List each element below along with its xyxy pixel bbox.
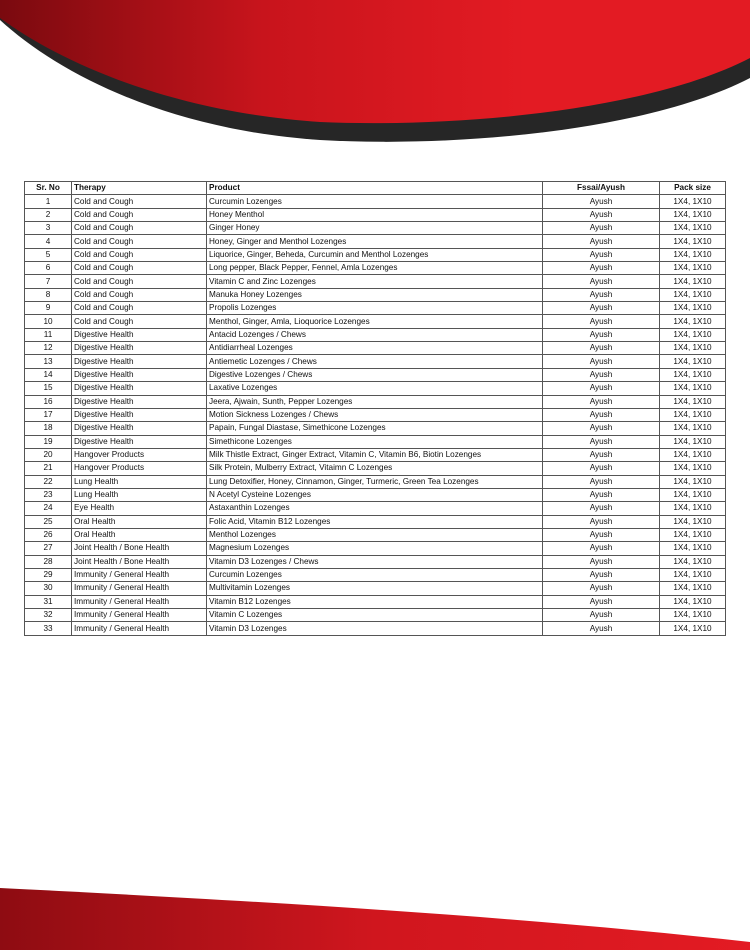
cell-therapy: Lung Health [72,488,207,501]
cell-pack-size: 1X4, 1X10 [660,528,726,541]
cell-therapy: Digestive Health [72,355,207,368]
cell-pack-size: 1X4, 1X10 [660,382,726,395]
cell-pack-size: 1X4, 1X10 [660,288,726,301]
cell-therapy: Cold and Cough [72,195,207,208]
cell-sr-no: 14 [25,368,72,381]
table-row [25,515,726,528]
cell-product: Papain, Fungal Diastase, Simethicone Lozenges [207,422,543,435]
cell-product: Vitamin C and Zinc Lozenges [207,275,543,288]
cell-product: N Acetyl Cysteine Lozenges [207,488,543,501]
cell-product: Milk Thistle Extract, Ginger Extract, Vitamin C, Vitamin B6, Biotin Lozenges [207,448,543,461]
cell-sr-no: 23 [25,488,72,501]
cell-sr-no: 12 [25,342,72,355]
cell-pack-size: 1X4, 1X10 [660,315,726,328]
cell-product: Antiemetic Lozenges / Chews [207,355,543,368]
cell-product: Ginger Honey [207,222,543,235]
cell-fssai-ayush: Ayush [543,448,660,461]
cell-therapy: Digestive Health [72,328,207,341]
header-product: Product [207,182,543,195]
cell-sr-no: 3 [25,222,72,235]
cell-fssai-ayush: Ayush [543,488,660,501]
cell-product: Honey, Ginger and Menthol Lozenges [207,235,543,248]
cell-product: Laxative Lozenges [207,382,543,395]
cell-product: Astaxanthin Lozenges [207,502,543,515]
cell-therapy: Immunity / General Health [72,609,207,622]
table-row [25,609,726,622]
cell-therapy: Eye Health [72,502,207,515]
cell-therapy: Immunity / General Health [72,595,207,608]
table-row [25,568,726,581]
cell-therapy: Cold and Cough [72,248,207,261]
cell-product: Liquorice, Ginger, Beheda, Curcumin and Menthol Lozenges [207,248,543,261]
cell-pack-size: 1X4, 1X10 [660,622,726,635]
table-row [25,368,726,381]
cell-product: Curcumin Lozenges [207,568,543,581]
cell-product: Menthol Lozenges [207,528,543,541]
cell-fssai-ayush: Ayush [543,462,660,475]
cell-pack-size: 1X4, 1X10 [660,208,726,221]
table-row [25,542,726,555]
cell-product: Folic Acid, Vitamin B12 Lozenges [207,515,543,528]
cell-product: Simethicone Lozenges [207,435,543,448]
table-row [25,262,726,275]
table-row [25,208,726,221]
table-row [25,502,726,515]
cell-sr-no: 16 [25,395,72,408]
cell-pack-size: 1X4, 1X10 [660,609,726,622]
cell-fssai-ayush: Ayush [543,342,660,355]
cell-fssai-ayush: Ayush [543,382,660,395]
table-row [25,622,726,635]
cell-sr-no: 30 [25,582,72,595]
cell-product: Propolis Lozenges [207,302,543,315]
cell-sr-no: 5 [25,248,72,261]
cell-pack-size: 1X4, 1X10 [660,248,726,261]
cell-sr-no: 13 [25,355,72,368]
cell-sr-no: 32 [25,609,72,622]
table-row [25,595,726,608]
cell-therapy: Cold and Cough [72,275,207,288]
table-row [25,235,726,248]
cell-pack-size: 1X4, 1X10 [660,475,726,488]
cell-sr-no: 8 [25,288,72,301]
cell-pack-size: 1X4, 1X10 [660,595,726,608]
cell-sr-no: 29 [25,568,72,581]
table-row [25,448,726,461]
table-row [25,395,726,408]
cell-product: Curcumin Lozenges [207,195,543,208]
cell-product: Menthol, Ginger, Amla, Lioquorice Lozenges [207,315,543,328]
cell-sr-no: 9 [25,302,72,315]
cell-product: Manuka Honey Lozenges [207,288,543,301]
cell-fssai-ayush: Ayush [543,555,660,568]
table-row [25,288,726,301]
cell-product: Jeera, Ajwain, Sunth, Pepper Lozenges [207,395,543,408]
cell-pack-size: 1X4, 1X10 [660,502,726,515]
cell-product: Vitamin D3 Lozenges [207,622,543,635]
product-table [24,181,726,636]
cell-fssai-ayush: Ayush [543,435,660,448]
cell-therapy: Cold and Cough [72,262,207,275]
cell-therapy: Digestive Health [72,342,207,355]
table-row [25,275,726,288]
cell-product: Motion Sickness Lozenges / Chews [207,408,543,421]
cell-pack-size: 1X4, 1X10 [660,568,726,581]
cell-sr-no: 21 [25,462,72,475]
header-therapy: Therapy [72,182,207,195]
cell-therapy: Cold and Cough [72,288,207,301]
header-swoosh-graphic [0,0,750,150]
cell-sr-no: 19 [25,435,72,448]
cell-fssai-ayush: Ayush [543,528,660,541]
cell-therapy: Cold and Cough [72,222,207,235]
cell-therapy: Digestive Health [72,382,207,395]
table-row [25,555,726,568]
footer-swoosh-graphic [0,880,750,950]
cell-fssai-ayush: Ayush [543,368,660,381]
cell-fssai-ayush: Ayush [543,609,660,622]
cell-product: Long pepper, Black Pepper, Fennel, Amla Lozenges [207,262,543,275]
cell-pack-size: 1X4, 1X10 [660,422,726,435]
cell-pack-size: 1X4, 1X10 [660,582,726,595]
table-row [25,315,726,328]
cell-pack-size: 1X4, 1X10 [660,222,726,235]
table-row [25,342,726,355]
cell-sr-no: 28 [25,555,72,568]
cell-fssai-ayush: Ayush [543,315,660,328]
cell-therapy: Digestive Health [72,422,207,435]
cell-therapy: Digestive Health [72,408,207,421]
cell-therapy: Digestive Health [72,435,207,448]
cell-fssai-ayush: Ayush [543,262,660,275]
cell-pack-size: 1X4, 1X10 [660,542,726,555]
cell-pack-size: 1X4, 1X10 [660,462,726,475]
cell-product: Antidiarrheal Lozenges [207,342,543,355]
cell-product: Vitamin D3 Lozenges / Chews [207,555,543,568]
cell-pack-size: 1X4, 1X10 [660,515,726,528]
cell-pack-size: 1X4, 1X10 [660,488,726,501]
cell-therapy: Joint Health / Bone Health [72,555,207,568]
cell-sr-no: 18 [25,422,72,435]
cell-sr-no: 26 [25,528,72,541]
cell-pack-size: 1X4, 1X10 [660,328,726,341]
cell-pack-size: 1X4, 1X10 [660,368,726,381]
cell-sr-no: 11 [25,328,72,341]
cell-therapy: Cold and Cough [72,302,207,315]
cell-product: Antacid Lozenges / Chews [207,328,543,341]
table-row [25,382,726,395]
header-fssai-ayush: Fssai/Ayush [543,182,660,195]
cell-product: Vitamin B12 Lozenges [207,595,543,608]
cell-sr-no: 7 [25,275,72,288]
table-row [25,355,726,368]
cell-sr-no: 22 [25,475,72,488]
header-pack-size: Pack size [660,182,726,195]
cell-fssai-ayush: Ayush [543,195,660,208]
cell-sr-no: 1 [25,195,72,208]
cell-sr-no: 25 [25,515,72,528]
cell-fssai-ayush: Ayush [543,328,660,341]
cell-pack-size: 1X4, 1X10 [660,302,726,315]
cell-fssai-ayush: Ayush [543,622,660,635]
cell-sr-no: 27 [25,542,72,555]
cell-pack-size: 1X4, 1X10 [660,555,726,568]
cell-therapy: Immunity / General Health [72,622,207,635]
table-row [25,222,726,235]
cell-product: Digestive Lozenges / Chews [207,368,543,381]
cell-pack-size: 1X4, 1X10 [660,235,726,248]
table-row [25,462,726,475]
cell-fssai-ayush: Ayush [543,515,660,528]
cell-pack-size: 1X4, 1X10 [660,275,726,288]
cell-fssai-ayush: Ayush [543,475,660,488]
cell-fssai-ayush: Ayush [543,502,660,515]
cell-pack-size: 1X4, 1X10 [660,262,726,275]
cell-therapy: Joint Health / Bone Health [72,542,207,555]
table-row [25,408,726,421]
cell-fssai-ayush: Ayush [543,542,660,555]
header-sr-no: Sr. No [25,182,72,195]
cell-sr-no: 2 [25,208,72,221]
cell-sr-no: 31 [25,595,72,608]
cell-pack-size: 1X4, 1X10 [660,195,726,208]
cell-therapy: Hangover Products [72,462,207,475]
cell-sr-no: 24 [25,502,72,515]
cell-fssai-ayush: Ayush [543,248,660,261]
cell-pack-size: 1X4, 1X10 [660,435,726,448]
cell-therapy: Immunity / General Health [72,568,207,581]
cell-product: Vitamin C Lozenges [207,609,543,622]
cell-therapy: Cold and Cough [72,235,207,248]
cell-sr-no: 6 [25,262,72,275]
table-row [25,422,726,435]
cell-product: Silk Protein, Mulberry Extract, Vitaimn C Lozenges [207,462,543,475]
cell-fssai-ayush: Ayush [543,235,660,248]
table-row [25,302,726,315]
cell-fssai-ayush: Ayush [543,355,660,368]
cell-product: Honey Menthol [207,208,543,221]
table-row [25,528,726,541]
cell-fssai-ayush: Ayush [543,422,660,435]
table-row [25,328,726,341]
cell-fssai-ayush: Ayush [543,222,660,235]
cell-fssai-ayush: Ayush [543,595,660,608]
cell-fssai-ayush: Ayush [543,568,660,581]
cell-therapy: Oral Health [72,528,207,541]
cell-therapy: Cold and Cough [72,315,207,328]
table-row [25,488,726,501]
table-header-row [25,182,726,195]
cell-sr-no: 20 [25,448,72,461]
table-row [25,435,726,448]
cell-therapy: Immunity / General Health [72,582,207,595]
cell-pack-size: 1X4, 1X10 [660,408,726,421]
cell-therapy: Lung Health [72,475,207,488]
table-row [25,475,726,488]
cell-sr-no: 33 [25,622,72,635]
table-row [25,582,726,595]
cell-sr-no: 10 [25,315,72,328]
cell-pack-size: 1X4, 1X10 [660,342,726,355]
cell-fssai-ayush: Ayush [543,288,660,301]
table-row [25,248,726,261]
cell-therapy: Digestive Health [72,368,207,381]
cell-product: Multivitamin Lozenges [207,582,543,595]
cell-product: Lung Detoxifier, Honey, Cinnamon, Ginger, Turmeric, Green Tea Lozenges [207,475,543,488]
cell-fssai-ayush: Ayush [543,408,660,421]
cell-sr-no: 15 [25,382,72,395]
cell-fssai-ayush: Ayush [543,275,660,288]
cell-pack-size: 1X4, 1X10 [660,448,726,461]
cell-sr-no: 17 [25,408,72,421]
table-row [25,195,726,208]
cell-fssai-ayush: Ayush [543,582,660,595]
cell-sr-no: 4 [25,235,72,248]
cell-therapy: Hangover Products [72,448,207,461]
cell-fssai-ayush: Ayush [543,302,660,315]
cell-pack-size: 1X4, 1X10 [660,355,726,368]
cell-fssai-ayush: Ayush [543,208,660,221]
cell-therapy: Digestive Health [72,395,207,408]
cell-fssai-ayush: Ayush [543,395,660,408]
cell-therapy: Oral Health [72,515,207,528]
cell-pack-size: 1X4, 1X10 [660,395,726,408]
cell-therapy: Cold and Cough [72,208,207,221]
cell-product: Magnesium Lozenges [207,542,543,555]
